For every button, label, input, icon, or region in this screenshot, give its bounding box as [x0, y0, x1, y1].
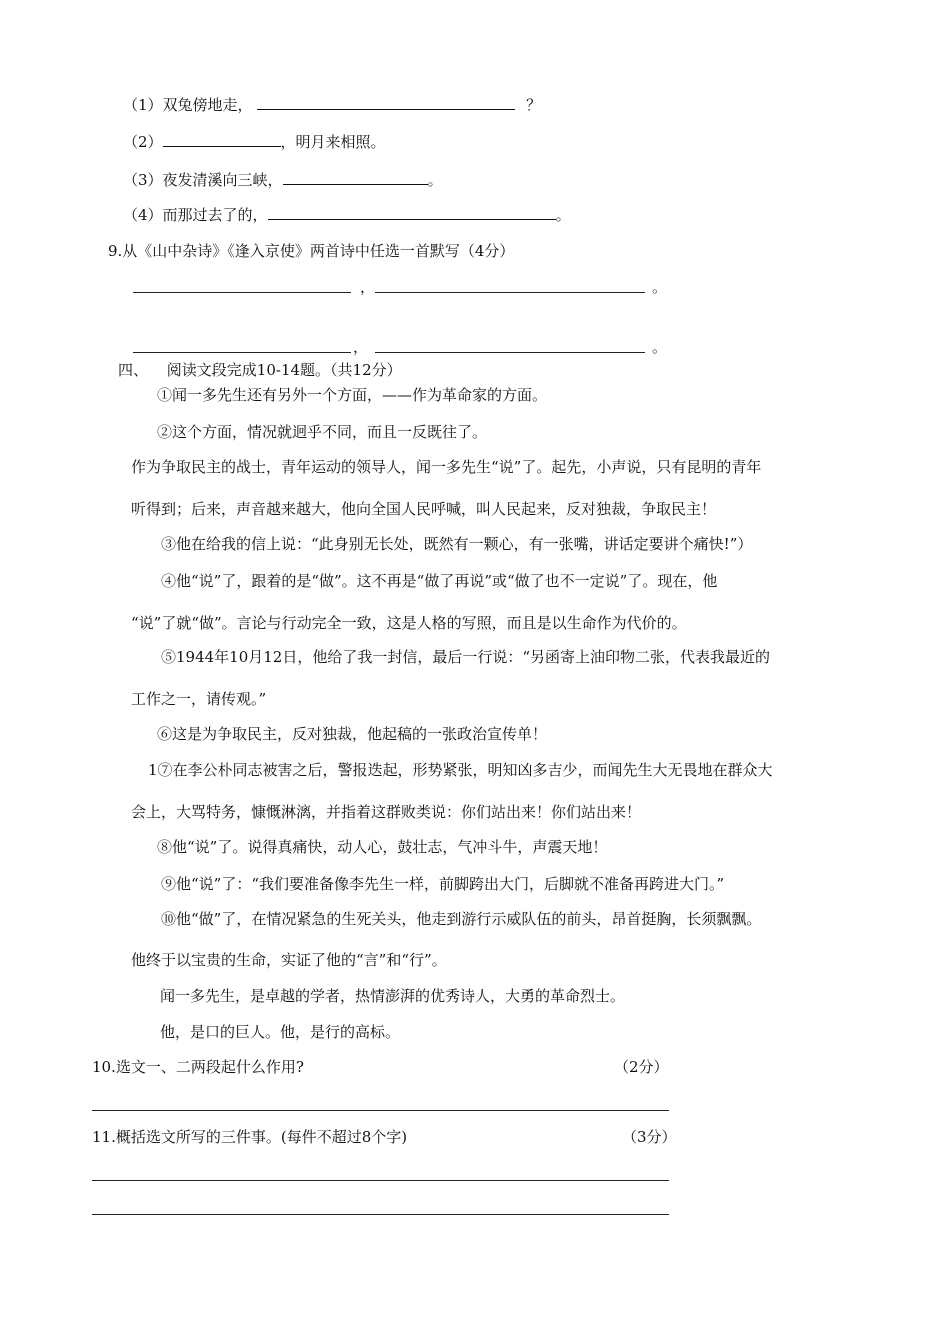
paragraph-10-line-1: ⑩他“做”了，在情况紧急的生死关头，他走到游行示威队伍的前头，昂首挺胸，长须飘飘。 [161, 910, 762, 928]
section-heading [118, 359, 402, 381]
paragraph-4-line-2: “说”了就“做”。言论与行动完全一致，这是人格的写照，而且是以生命作为代价的。 [131, 614, 687, 632]
q8-item-2 [123, 131, 386, 153]
answer-line[interactable] [92, 1110, 669, 1111]
q11-prompt: 11.概括选文所写的三件事。(每件不超过8个字) [92, 1128, 408, 1146]
paragraph-11: 闻一多先生，是卓越的学者，热情澎湃的优秀诗人，大勇的革命烈士。 [160, 987, 626, 1005]
answer-blank[interactable] [268, 205, 556, 220]
q9-comma: ， [360, 278, 376, 296]
paragraph-7-line-2: 会上，大骂特务，慷慨淋漓，并指着这群败类说：你们站出来！你们站出来！ [131, 803, 642, 821]
paragraph-7-line-1: 1⑦在李公朴同志被害之后，警报迭起，形势紧张，明知凶多吉少，而闻先生大无畏地在群众大 [148, 761, 773, 779]
q8-item-4-num: （4） [123, 206, 163, 224]
q9-period: 。 [652, 278, 668, 296]
q8-item-1-pre: 双兔傍地走， [162, 96, 253, 114]
answer-blank[interactable] [257, 95, 515, 110]
paragraph-12: 他，是口的巨人。他，是行的高标。 [160, 1023, 401, 1041]
q11-points: （3分） [622, 1128, 677, 1146]
paragraph-5-line-1: ⑤1944年10月12日，他给了我一封信，最后一行说：“另函寄上油印物二张，代表我最近的 [161, 648, 771, 666]
q9-prompt: 9.从《山中杂诗》《逢入京使》两首诗中任选一首默写（4分） [108, 242, 515, 260]
answer-line[interactable] [92, 1180, 669, 1181]
paragraph-1: ①闻一多先生还有另外一个方面，——作为革命家的方面。 [157, 386, 548, 404]
q8-item-3-pre: 夜发清溪向三峡， [162, 171, 283, 189]
paragraph-6: ⑥这是为争取民主，反对独裁，他起稿的一张政治宣传单！ [157, 725, 548, 743]
q10-prompt: 10.选文一、二两段起什么作用? [92, 1058, 304, 1076]
section-title: 阅读文段完成10-14题。（共12分） [166, 361, 402, 379]
paragraph-4-line-1: ④他“说”了，跟着的是“做”。这不再是“做了再说”或“做了也不一定说”了。现在，他 [161, 572, 718, 590]
paragraph-8: ⑧他“说”了。说得真痛快，动人心，鼓壮志，气冲斗牛，声震天地！ [157, 838, 608, 856]
q8-item-2-num: （2） [123, 133, 163, 151]
answer-line[interactable] [133, 292, 351, 293]
q8-item-2-post: ，明月来相照。 [280, 133, 386, 151]
q8-item-4-pre: 而那过去了的， [162, 206, 268, 224]
answer-line[interactable] [375, 292, 645, 293]
section-number: 四、 [118, 361, 149, 379]
answer-line[interactable] [375, 352, 645, 353]
paragraph-2b-line-2: 听得到；后来，声音越来越大，他向全国人民呼喊，叫人民起来，反对独裁，争取民主！ [131, 500, 717, 518]
paragraph-2: ②这个方面，情况就迥乎不同，而且一反既往了。 [157, 423, 488, 441]
q8-item-3-post: 。 [427, 171, 443, 189]
answer-line[interactable] [92, 1214, 669, 1215]
q8-item-4-post: 。 [555, 206, 571, 224]
q8-item-4 [123, 204, 571, 226]
paragraph-3: ③他在给我的信上说：“此身别无长处，既然有一颗心，有一张嘴，讲话定要讲个痛快!”） [161, 535, 753, 553]
q9-period: 。 [652, 338, 668, 356]
q9-comma: ， [353, 338, 369, 356]
paragraph-5-line-2: 工作之一，请传观。” [131, 690, 267, 708]
paragraph-10-line-2: 他终于以宝贵的生命，实证了他的“言”和“行”。 [131, 951, 447, 969]
q10-points: （2分） [614, 1058, 669, 1076]
q8-item-3-num: （3） [123, 171, 163, 189]
q8-item-3 [123, 169, 443, 191]
q8-item-1-post: ？ [526, 96, 542, 114]
answer-line[interactable] [133, 352, 351, 353]
paragraph-9: ⑨他“说”了：“我们要准备像李先生一样，前脚跨出大门，后脚就不准备再跨进大门。” [161, 875, 725, 893]
q8-item-1 [123, 94, 541, 116]
paragraph-2b-line-1: 作为争取民主的战士，青年运动的领导人，闻一多先生“说”了。起先，小声说，只有昆明的青年 [131, 458, 762, 476]
answer-blank[interactable] [163, 132, 281, 147]
answer-blank[interactable] [283, 170, 428, 185]
q8-item-1-num: （1） [123, 96, 163, 114]
